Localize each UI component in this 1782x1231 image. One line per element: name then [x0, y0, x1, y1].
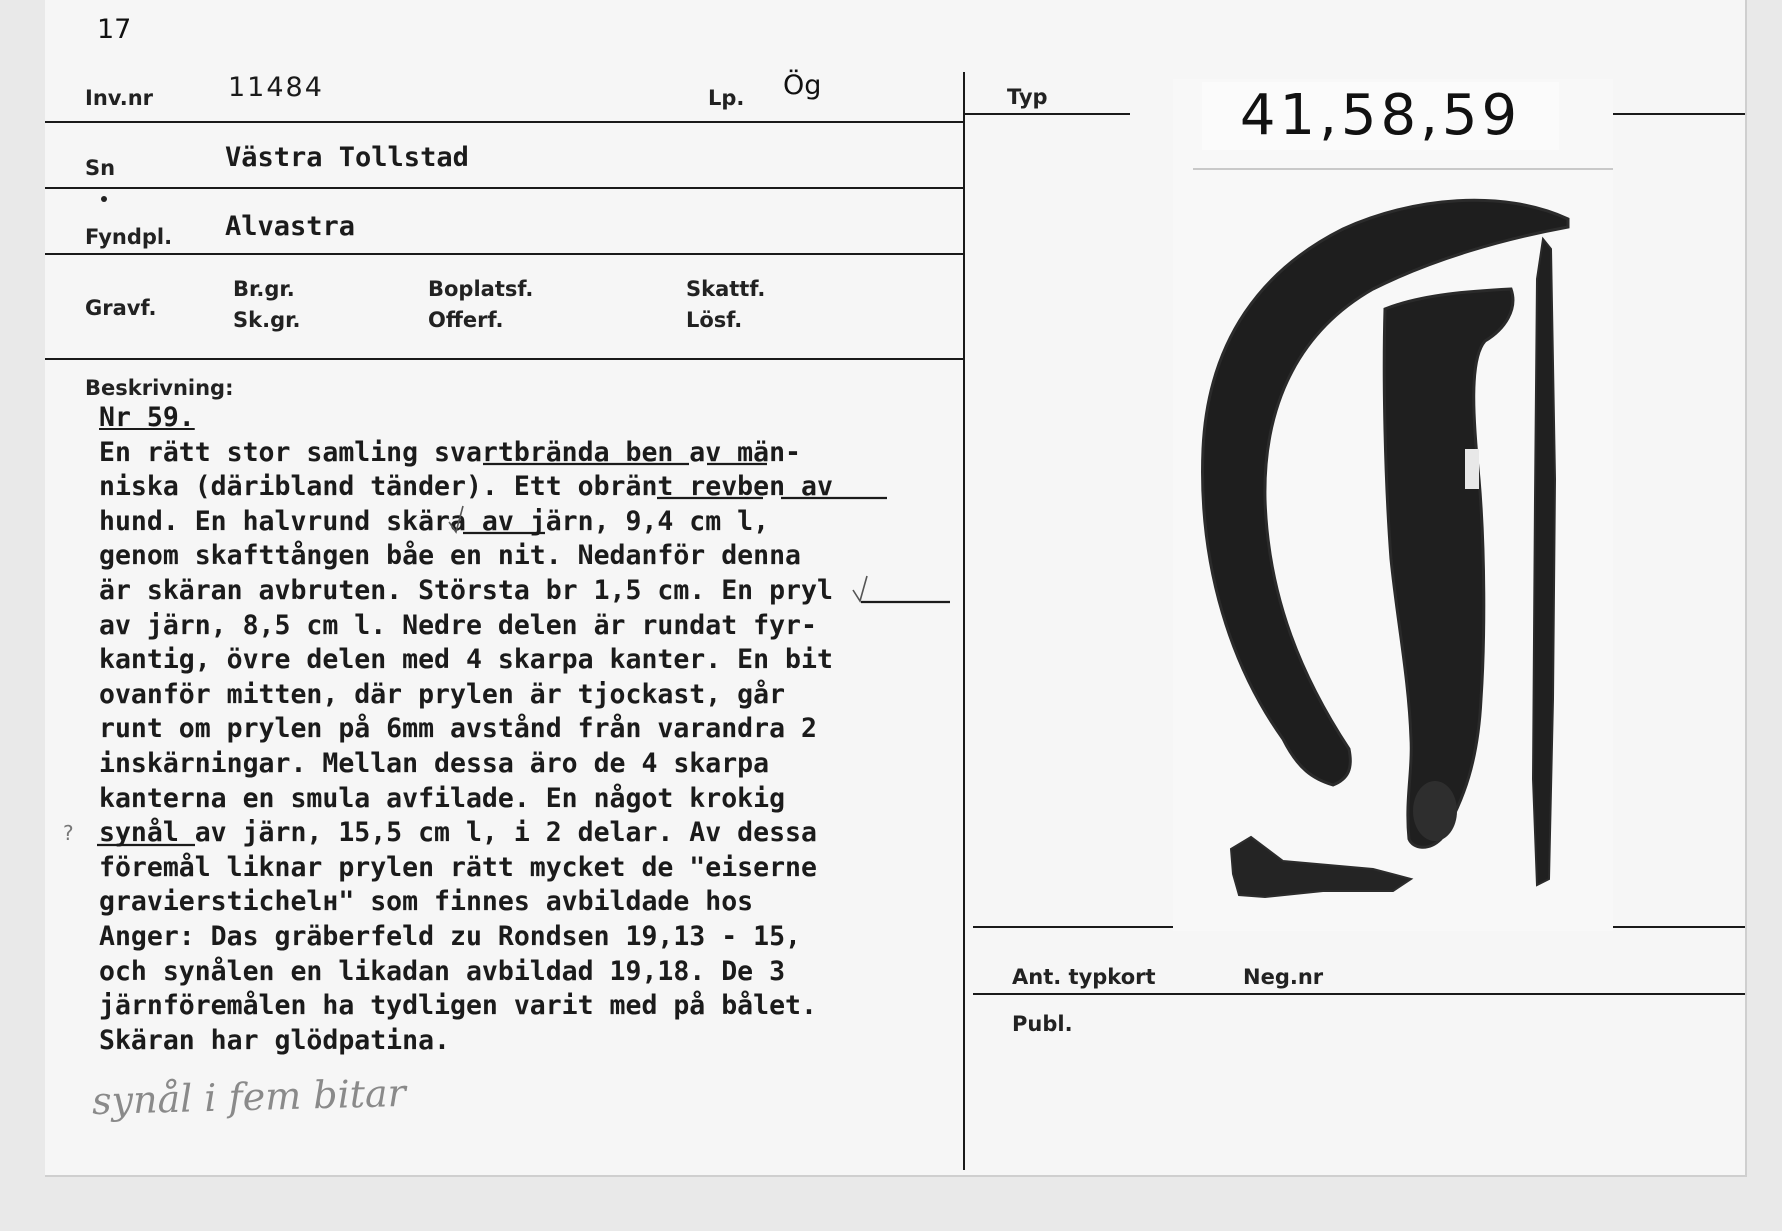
description-line: kantig, övre delen med 4 skarpa kanter. En bit [99, 644, 833, 676]
description-line: föremål liknar prylen rätt mycket de "eiserne [99, 851, 817, 883]
description-line: inskärningar. Mellan dessa äro de 4 skarpa [99, 747, 770, 779]
word-underlines [45, 0, 965, 1175]
svg-text:?: ? [63, 821, 74, 845]
gravf-label: Gravf. [85, 296, 157, 320]
description-line: En rätt stor samling svartbrända ben av män- [99, 436, 801, 468]
description-line: av järn, 8,5 cm l. Nedre delen är rundat fyr- [99, 609, 817, 641]
skattf-label: Skattf. [686, 277, 766, 301]
boplatsf-label: Boplatsf. [428, 277, 534, 301]
brgr-label: Br.gr. [233, 277, 295, 301]
description-line: är skäran avbruten. Största br 1,5 cm. En pryl [99, 574, 833, 606]
sn-value: Västra Tollstad [225, 142, 469, 173]
artifact-photo [1173, 79, 1613, 931]
description-line: synål av järn, 15,5 cm l, i 2 delar. Av dessa [99, 817, 817, 849]
description-line: runt om prylen på 6mm avstånd från varandra 2 [99, 713, 817, 745]
description-line: gravierstichelн" som finnes avbildade hos [99, 886, 754, 918]
lp-value: Ög [783, 70, 822, 101]
beskrivning-label: Beskrivning: [85, 376, 234, 400]
type-number-label: 41,58,59 [1202, 82, 1559, 150]
catalog-card [45, 0, 1747, 1177]
typ-label: Typ [1007, 85, 1048, 109]
inv-value: 11484 [228, 72, 324, 103]
offerf-label: Offerf. [428, 308, 504, 332]
rule-publ [973, 993, 1745, 995]
fyndpl-label: Fyndpl. [85, 225, 173, 249]
fyndpl-value: Alvastra [225, 211, 356, 242]
description-line: kanterna en smula avfilade. En något krokig [99, 782, 786, 814]
card-number: 17 [97, 14, 132, 45]
description-line: niska (däribland tänder). Ett obränt revben av [99, 471, 833, 503]
lp-label: Lp. [708, 86, 745, 110]
sn-label: Sn [85, 156, 116, 180]
description-line: Anger: Das gräberfeld zu Rondsen 19,13 - 15, [99, 920, 801, 952]
description-line: hund. En halvrund skära av järn, 9,4 cm l, [99, 505, 770, 537]
rule-typ [965, 113, 1130, 115]
description-line: järnföremålen ha tydligen varit med på bålet. [99, 990, 817, 1022]
description-line: genom skafttången båe en nit. Nedanför denna [99, 540, 801, 572]
inv-label: Inv.nr [85, 86, 154, 110]
publ-label: Publ. [1012, 1012, 1073, 1036]
skgr-label: Sk.gr. [233, 308, 301, 332]
ant-typkort-label: Ant. typkort [1012, 965, 1156, 989]
handwritten-note: synål i fem bitar [91, 1070, 407, 1124]
artifact-silhouettes [1173, 79, 1613, 931]
description-line: Skäran har glödpatina. [99, 1024, 450, 1056]
negnr-label: Neg.nr [1243, 965, 1324, 989]
losf-label: Lösf. [686, 308, 743, 332]
description-line: Nr 59. [99, 402, 195, 433]
description-line: och synålen en likadan avbildad 19,18. De 3 [99, 955, 786, 987]
description-line: ovanför mitten, där prylen är tjockast, går [99, 678, 786, 710]
